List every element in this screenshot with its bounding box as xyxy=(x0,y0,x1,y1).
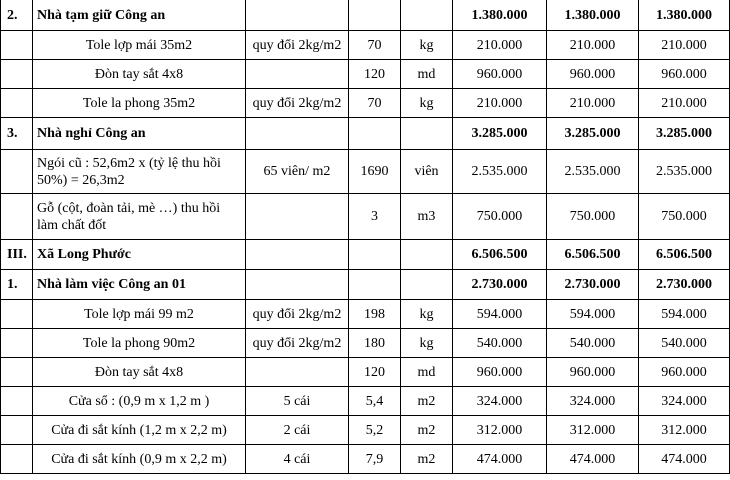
value-cell-3: 540.000 xyxy=(639,329,730,358)
quantity-cell: 70 xyxy=(349,89,401,118)
value-cell-2: 750.000 xyxy=(547,194,639,240)
item-name-cell: Cửa sổ : (0,9 m x 1,2 m ) xyxy=(33,387,246,416)
item-name-cell: Nhà làm việc Công an 01 xyxy=(33,270,246,300)
item-name-cell: Tole lợp mái 35m2 xyxy=(33,31,246,60)
row-number-cell xyxy=(1,150,33,194)
table-row xyxy=(1,329,730,358)
item-name-cell: Đòn tay sắt 4x8 xyxy=(33,358,246,387)
item-name-cell: Tole lợp mái 99 m2 xyxy=(33,300,246,329)
quantity-cell: 5,4 xyxy=(349,387,401,416)
value-cell-3: 594.000 xyxy=(639,300,730,329)
item-name-cell: Cửa đi sắt kính (1,2 m x 2,2 m) xyxy=(33,416,246,445)
row-number-cell xyxy=(1,329,33,358)
unit-cell: kg xyxy=(401,329,453,358)
row-number-cell xyxy=(1,387,33,416)
conversion-spec-cell: 2 cái xyxy=(246,416,349,445)
table-row xyxy=(1,31,730,60)
value-cell-3: 6.506.500 xyxy=(639,240,730,270)
table-row xyxy=(1,60,730,89)
value-cell-3: 1.380.000 xyxy=(639,0,730,31)
value-cell-1: 960.000 xyxy=(453,60,547,89)
value-cell-2: 594.000 xyxy=(547,300,639,329)
unit-cell xyxy=(401,270,453,300)
conversion-spec-cell xyxy=(246,358,349,387)
value-cell-2: 2.730.000 xyxy=(547,270,639,300)
conversion-spec-cell xyxy=(246,118,349,150)
quantity-cell: 120 xyxy=(349,60,401,89)
conversion-spec-cell xyxy=(246,194,349,240)
value-cell-2: 210.000 xyxy=(547,89,639,118)
table-row xyxy=(1,150,730,194)
table-row xyxy=(1,118,730,150)
quantity-cell: 180 xyxy=(349,329,401,358)
value-cell-3: 750.000 xyxy=(639,194,730,240)
value-cell-3: 960.000 xyxy=(639,60,730,89)
unit-cell xyxy=(401,118,453,150)
item-name-cell: Xã Long Phước xyxy=(33,240,246,270)
conversion-spec-cell: 65 viên/ m2 xyxy=(246,150,349,194)
table-row xyxy=(1,387,730,416)
row-number-cell: III. xyxy=(1,240,33,270)
value-cell-2: 210.000 xyxy=(547,31,639,60)
value-cell-2: 540.000 xyxy=(547,329,639,358)
value-cell-3: 312.000 xyxy=(639,416,730,445)
unit-cell: m2 xyxy=(401,387,453,416)
unit-cell: viên xyxy=(401,150,453,194)
quantity-cell: 120 xyxy=(349,358,401,387)
value-cell-2: 474.000 xyxy=(547,445,639,474)
conversion-spec-cell xyxy=(246,60,349,89)
conversion-spec-cell xyxy=(246,0,349,31)
value-cell-2: 960.000 xyxy=(547,358,639,387)
quantity-cell: 5,2 xyxy=(349,416,401,445)
value-cell-2: 1.380.000 xyxy=(547,0,639,31)
item-name-cell: Tole la phong 35m2 xyxy=(33,89,246,118)
item-name-cell: Đòn tay sắt 4x8 xyxy=(33,60,246,89)
unit-cell: md xyxy=(401,60,453,89)
value-cell-1: 210.000 xyxy=(453,89,547,118)
value-cell-2: 312.000 xyxy=(547,416,639,445)
unit-cell: md xyxy=(401,358,453,387)
table-row xyxy=(1,0,730,31)
value-cell-3: 324.000 xyxy=(639,387,730,416)
value-cell-1: 1.380.000 xyxy=(453,0,547,31)
item-name-cell: Tole la phong 90m2 xyxy=(33,329,246,358)
table-row xyxy=(1,270,730,300)
table-row xyxy=(1,445,730,474)
item-name-cell: Gỗ (cột, đoàn tải, mè …) thu hồi làm chất đốt xyxy=(33,194,246,240)
value-cell-3: 960.000 xyxy=(639,358,730,387)
value-cell-3: 3.285.000 xyxy=(639,118,730,150)
conversion-spec-cell: quy đổi 2kg/m2 xyxy=(246,329,349,358)
conversion-spec-cell: 4 cái xyxy=(246,445,349,474)
row-number-cell xyxy=(1,358,33,387)
conversion-spec-cell xyxy=(246,270,349,300)
value-cell-1: 960.000 xyxy=(453,358,547,387)
value-cell-1: 312.000 xyxy=(453,416,547,445)
value-cell-2: 6.506.500 xyxy=(547,240,639,270)
unit-cell: m3 xyxy=(401,194,453,240)
quantity-cell xyxy=(349,270,401,300)
table-row xyxy=(1,89,730,118)
unit-cell: m2 xyxy=(401,416,453,445)
row-number-cell xyxy=(1,416,33,445)
value-cell-1: 474.000 xyxy=(453,445,547,474)
value-cell-2: 2.535.000 xyxy=(547,150,639,194)
value-cell-1: 2.535.000 xyxy=(453,150,547,194)
row-number-cell xyxy=(1,60,33,89)
unit-cell xyxy=(401,0,453,31)
table-row xyxy=(1,300,730,329)
value-cell-1: 324.000 xyxy=(453,387,547,416)
row-number-cell xyxy=(1,445,33,474)
value-cell-1: 3.285.000 xyxy=(453,118,547,150)
item-name-cell: Nhà nghỉ Công an xyxy=(33,118,246,150)
item-name-cell: Nhà tạm giữ Công an xyxy=(33,0,246,31)
row-number-cell xyxy=(1,194,33,240)
table-row xyxy=(1,194,730,240)
quantity-cell: 198 xyxy=(349,300,401,329)
value-cell-3: 2.730.000 xyxy=(639,270,730,300)
row-number-cell xyxy=(1,31,33,60)
unit-cell xyxy=(401,240,453,270)
quantity-cell: 1690 xyxy=(349,150,401,194)
value-cell-1: 2.730.000 xyxy=(453,270,547,300)
value-cell-3: 210.000 xyxy=(639,31,730,60)
table-row xyxy=(1,358,730,387)
unit-cell: m2 xyxy=(401,445,453,474)
table-row xyxy=(1,240,730,270)
value-cell-2: 3.285.000 xyxy=(547,118,639,150)
conversion-spec-cell xyxy=(246,240,349,270)
conversion-spec-cell: quy đổi 2kg/m2 xyxy=(246,89,349,118)
unit-cell: kg xyxy=(401,300,453,329)
value-cell-1: 210.000 xyxy=(453,31,547,60)
quantity-cell: 3 xyxy=(349,194,401,240)
quantity-cell: 7,9 xyxy=(349,445,401,474)
quantity-cell: 70 xyxy=(349,31,401,60)
value-cell-3: 474.000 xyxy=(639,445,730,474)
quantity-cell xyxy=(349,0,401,31)
value-cell-1: 540.000 xyxy=(453,329,547,358)
quantity-cell xyxy=(349,240,401,270)
quantity-cell xyxy=(349,118,401,150)
value-cell-1: 594.000 xyxy=(453,300,547,329)
row-number-cell: 3. xyxy=(1,118,33,150)
conversion-spec-cell: 5 cái xyxy=(246,387,349,416)
conversion-spec-cell: quy đổi 2kg/m2 xyxy=(246,300,349,329)
value-cell-1: 6.506.500 xyxy=(453,240,547,270)
row-number-cell: 2. xyxy=(1,0,33,31)
row-number-cell xyxy=(1,300,33,329)
item-name-cell: Cửa đi sắt kính (0,9 m x 2,2 m) xyxy=(33,445,246,474)
row-number-cell xyxy=(1,89,33,118)
value-cell-2: 960.000 xyxy=(547,60,639,89)
table-row xyxy=(1,416,730,445)
value-cell-1: 750.000 xyxy=(453,194,547,240)
value-cell-3: 210.000 xyxy=(639,89,730,118)
row-number-cell: 1. xyxy=(1,270,33,300)
conversion-spec-cell: quy đổi 2kg/m2 xyxy=(246,31,349,60)
value-cell-2: 324.000 xyxy=(547,387,639,416)
value-cell-3: 2.535.000 xyxy=(639,150,730,194)
unit-cell: kg xyxy=(401,31,453,60)
item-name-cell: Ngói cũ : 52,6m2 x (tỷ lệ thu hồi 50%) = 26,3m2 xyxy=(33,150,246,194)
unit-cell: kg xyxy=(401,89,453,118)
